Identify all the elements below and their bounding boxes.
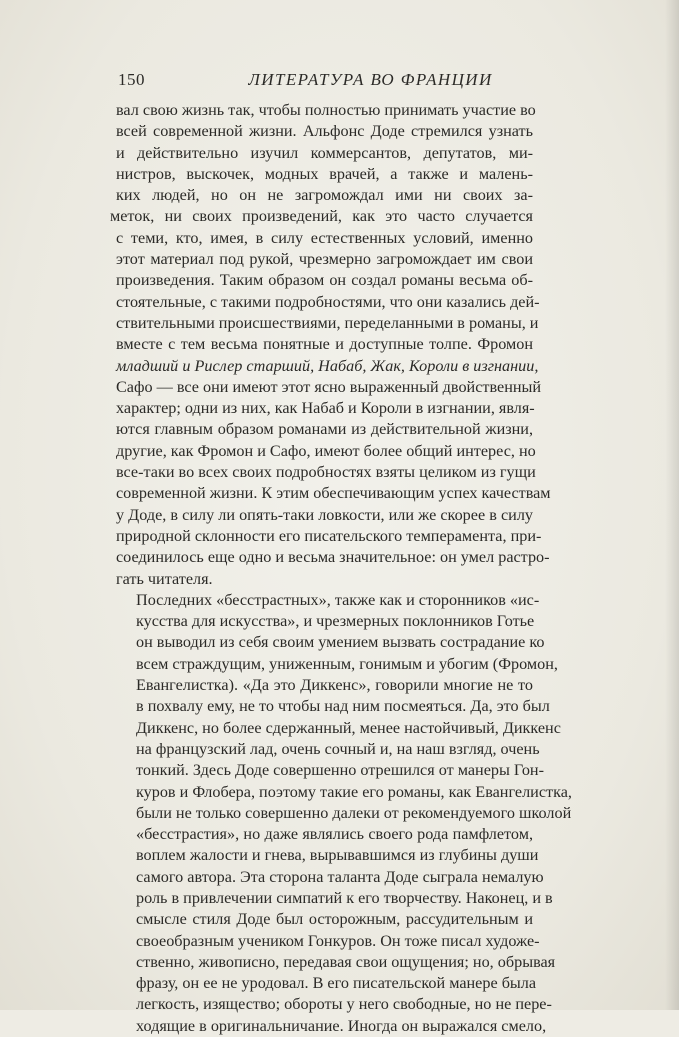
paragraph-2 bbox=[116, 590, 572, 1037]
text-line: своеобразным учеником Гонкуров. Он тоже писал художе- bbox=[136, 931, 540, 950]
text-line: ходящие в оригинальничание. Иногда он выражался смело, bbox=[136, 1016, 547, 1035]
text-line: вместе с тем весьма понятные и доступные толпе. Фромон bbox=[116, 335, 533, 354]
text-line: нистров, выскочек, модных врачей, а также и малень- bbox=[116, 164, 533, 183]
text-line: на французский лад, очень сочный и, на наш взгляд, очень bbox=[136, 739, 540, 758]
text-line: произведения. Таким образом он создал романы весьма об- bbox=[116, 271, 533, 290]
text-line: ственно, живописно, передавая свои ощущения; но, обрывая bbox=[136, 952, 556, 971]
text-line: младший и Рислер старший, Набаб, Жак, Короли в изгнании, bbox=[116, 356, 539, 375]
text-line: все-таки во всех своих подробностях взяты целиком из гущи bbox=[116, 463, 536, 482]
text-line: ствительными происшествиями, переделанными в романы, и bbox=[116, 313, 539, 332]
page-number: 150 bbox=[118, 70, 145, 89]
text-line: с теми, кто, имея, в силу естественных условий, именно bbox=[116, 228, 533, 247]
paragraph-1 bbox=[110, 100, 551, 590]
text-line: гать читателя. bbox=[116, 569, 213, 588]
text-line: смысле стиля Доде был осторожным, рассудительным и bbox=[136, 910, 533, 929]
text-line: Евангелистка). «Да это Диккенс», говорили многие не то bbox=[136, 676, 533, 695]
text-line: кусства для искусства», и чрезмерных поклонников Готье bbox=[136, 612, 535, 631]
page-edge-shadow bbox=[665, 0, 679, 1010]
text-line: характер; одни из них, как Набаб и Короли в изгнании, явля- bbox=[116, 399, 535, 418]
text-line: ются главным образом романами из действительной жизни, bbox=[116, 420, 533, 439]
body-text bbox=[110, 100, 572, 1037]
text-line: «бесстрастия», но даже являлись своего рода памфлетом, bbox=[136, 825, 533, 844]
text-line: роль в привлечении симпатий к его творчеству. Наконец, и в bbox=[136, 888, 553, 907]
text-line: всей современной жизни. Альфонс Доде стремился узнать bbox=[116, 122, 533, 141]
text-line: всем страждущим, униженным, гонимым и убогим (Фромон, bbox=[136, 654, 558, 673]
text-line: современной жизни. К этим обеспечивающим успех качествам bbox=[116, 484, 551, 503]
text-line: Сафо — все они имеют этот ясно выраженный двойственный bbox=[116, 377, 542, 396]
text-line: соединилось еще одно и весьма значительное: он умел растро- bbox=[116, 548, 550, 567]
running-title: ЛИТЕРАТУРА ВО ФРАНЦИИ bbox=[248, 70, 493, 89]
text-line: легкость, изящество; обороты у него свободные, но не пере- bbox=[136, 995, 552, 1014]
text-line: природной склонности его писательского темперамента, при- bbox=[116, 526, 542, 545]
text-line: куров и Флобера, поэтому такие его романы, как Евангелистка, bbox=[136, 782, 572, 801]
text-line: фразу, он ее не уродовал. В его писательской манере была bbox=[136, 974, 537, 993]
text-line: другие, как Фромон и Сафо, имеют более общий интерес, но bbox=[116, 441, 536, 460]
text-line: ких людей, но он не загромождал ими ни своих за- bbox=[116, 186, 533, 205]
running-head bbox=[118, 70, 528, 92]
text-line: и действительно изучил коммерсантов, депутатов, ми- bbox=[116, 143, 533, 162]
text-line: Последних «бесстрастных», также как и сторонников «ис- bbox=[136, 590, 540, 609]
text-line: этот материал под рукой, чрезмерно загромождает им свои bbox=[116, 250, 533, 269]
text-line: он выводил из себя своим умением вызвать сострадание ко bbox=[136, 633, 545, 652]
text-line: в похвалу ему, не то чтобы над ним посмеяться. Да, это был bbox=[136, 697, 550, 716]
text-line: тонкий. Здесь Доде совершенно отрешился от манеры Гон- bbox=[136, 761, 544, 780]
text-line: стоятельные, с такими подробностями, что они казались дей- bbox=[116, 292, 540, 311]
text-line: воплем жалости и гнева, вырывавшимся из глубины души bbox=[136, 846, 539, 865]
text-line: у Доде, в силу ли опять-таки ловкости, или же скорее в силу bbox=[116, 505, 533, 524]
text-line: вал свою жизнь так, чтобы полностью принимать участие во bbox=[116, 101, 536, 119]
text-line: меток, ни своих произведений, как это часто случается bbox=[110, 207, 533, 226]
text-line: были не только совершенно далеки от рекомендуемого школой bbox=[136, 803, 572, 822]
text-line: Диккенс, но более сдержанный, менее настойчивый, Диккенс bbox=[136, 718, 561, 737]
text-line: самого автора. Эта сторона таланта Доде сыграла немалую bbox=[136, 867, 544, 886]
